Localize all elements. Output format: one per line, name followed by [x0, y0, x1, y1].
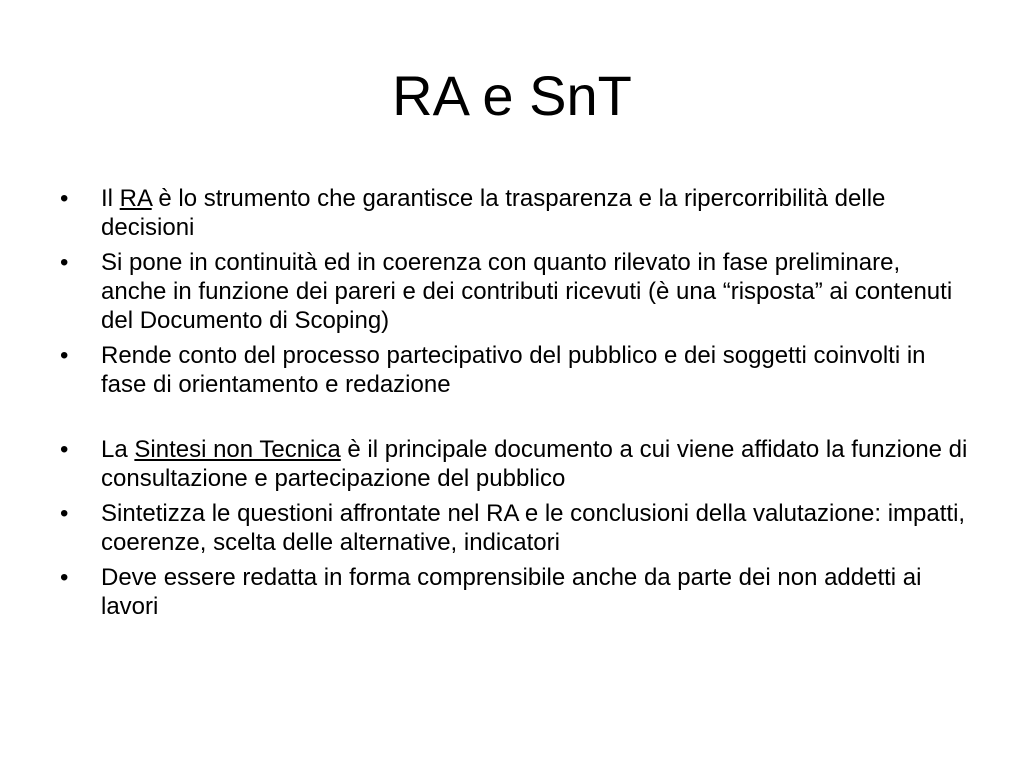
bullet-text: Si pone in continuità ed in coerenza con quanto rilevato in fase preliminare, anche in funzione dei pareri e dei contributi ricevuti (è una “risposta” ai contenuti del Documento di Scoping) [101, 249, 953, 334]
bullet-icon: • [60, 185, 69, 212]
bullet-item-forma-comprensibile [60, 563, 970, 621]
bullet-text-prefix: Il [101, 185, 120, 212]
bullet-item-sintesi-non-tecnica [60, 435, 970, 493]
bullet-icon: • [60, 342, 69, 369]
bullet-item-ra-strumento [60, 184, 970, 242]
slide-title: RA e SnT [392, 64, 632, 127]
bullet-item-sintetizza [60, 499, 970, 557]
bullet-text-suffix: è il principale documento a cui viene affidato la funzione di consultazione e partecipazione del pubblico [101, 436, 968, 492]
ra-link[interactable]: RA [119, 185, 152, 212]
bullet-text: Sintetizza le questioni affrontate nel RA e le conclusioni della valutazione: impatti, coerenze, scelta delle alternative, indicatori [101, 500, 966, 556]
bullet-text-prefix: La [101, 436, 135, 463]
sintesi-non-tecnica-link[interactable]: Sintesi non Tecnica [134, 436, 341, 463]
bullet-icon: • [60, 564, 69, 591]
bullet-item-processo-partecipativo [60, 341, 970, 399]
bullet-icon: • [60, 436, 69, 463]
bullet-list [60, 184, 970, 627]
bullet-text-suffix: è lo strumento che garantisce la trasparenza e la ripercorribilità delle decisioni [101, 185, 886, 241]
bullet-icon: • [60, 500, 69, 527]
bullet-text: Deve essere redatta in forma comprensibile anche da parte dei non addetti ai lavori [101, 564, 922, 620]
bullet-item-continuita [60, 248, 970, 335]
bullet-text: Rende conto del processo partecipativo del pubblico e dei soggetti coinvolti in fase di orientamento e redazione [101, 342, 926, 398]
bullet-icon: • [60, 249, 69, 276]
